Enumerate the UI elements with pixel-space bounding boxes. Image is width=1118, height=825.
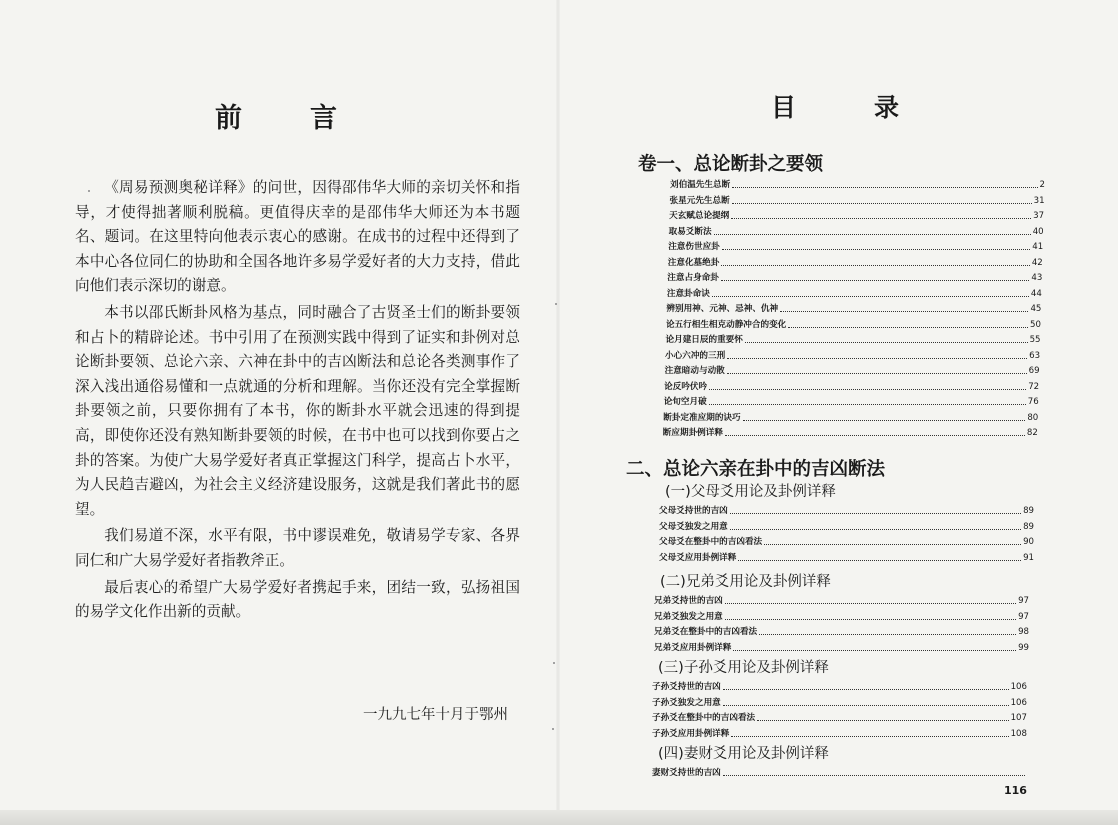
toc-entry-title: 注意卦命诀 xyxy=(666,288,710,299)
toc-entry-page: 89 xyxy=(1023,521,1034,532)
page-bottom-edge xyxy=(0,810,1118,825)
toc-entry-page: 50 xyxy=(1030,319,1041,330)
preface-paragraph: 《周易预测奥秘详释》的问世，因得邵伟华大师的亲切关怀和指导，才使得拙著顺利脱稿。更值得庆幸的是邵伟华大师还为本书题名、题词。在这里特向他表示衷心的感谢。在成书的过程中还得到了本中心各位同仁的协助和全国各地许多易学爱好者的大力支持，借此向他们表示深切的谢意。 xyxy=(75,179,520,295)
toc-subsection-heading: (四)妻财爻用论及卦例详释 xyxy=(658,746,829,762)
toc-entry xyxy=(670,177,1045,190)
toc-entry xyxy=(669,208,1044,221)
toc-entry-page: 91 xyxy=(1023,552,1034,563)
toc-leader-dots xyxy=(788,326,1028,328)
toc-leader-dots xyxy=(709,388,1026,390)
toc-entry-page: 97 xyxy=(1018,596,1029,606)
toc-entry xyxy=(652,679,1027,692)
scan-speck xyxy=(555,303,557,305)
toc-leader-dots xyxy=(759,633,1016,635)
toc-entry-page: 89 xyxy=(1023,506,1034,516)
toc-leader-dots xyxy=(721,279,1029,281)
toc-section-heading: 卷一、总论断卦之要领 xyxy=(638,154,824,175)
toc-entry-title: 论旬空月破 xyxy=(663,397,707,407)
toc-entry-title: 父母爻持世的吉凶 xyxy=(659,506,728,516)
toc-leader-dots xyxy=(730,528,1021,530)
toc-entry xyxy=(670,193,1045,206)
toc-entry xyxy=(665,363,1040,376)
toc-leader-dots xyxy=(712,295,1029,297)
page-number: 116 xyxy=(1004,784,1027,797)
toc-entry-page: 106 xyxy=(1010,697,1027,708)
toc-leader-dots xyxy=(721,264,1029,266)
toc-leader-dots xyxy=(723,774,1025,776)
toc-leader-dots xyxy=(725,602,1016,604)
toc-entry xyxy=(659,503,1034,516)
toc-entry-page: 90 xyxy=(1023,537,1034,547)
toc-entry xyxy=(652,710,1027,723)
toc-entry-page: 106 xyxy=(1010,682,1027,692)
toc-entry xyxy=(666,332,1041,345)
toc-entry xyxy=(654,640,1029,653)
toc-entry xyxy=(654,624,1029,637)
toc-entry xyxy=(652,765,1027,778)
toc-entry-page: 41 xyxy=(1032,242,1044,252)
toc-leader-dots xyxy=(725,434,1025,436)
toc-entry-page: 98 xyxy=(1018,627,1029,637)
toc-entry-page: 2 xyxy=(1039,180,1045,190)
scan-speck xyxy=(552,728,554,730)
toc-entry-page: 63 xyxy=(1029,350,1041,361)
toc-entry xyxy=(652,695,1027,708)
toc-leader-dots xyxy=(730,512,1021,514)
toc-page xyxy=(560,0,1118,800)
toc-leader-dots xyxy=(732,186,1037,188)
preface-title: 前言 xyxy=(215,103,405,134)
toc-leader-dots xyxy=(780,310,1028,312)
preface-paragraph: 我们易道不深，水平有限，书中谬误难免，敬请易学专家、各界同仁和广大易学爱好者指教斧正。 xyxy=(75,527,520,569)
toc-entry xyxy=(659,534,1034,547)
toc-entry-page: 72 xyxy=(1028,381,1040,392)
toc-subsection-heading: (一)父母爻用论及卦例详释 xyxy=(665,484,836,500)
toc-entry-title: 父母爻应用卦例详释 xyxy=(659,552,737,563)
toc-leader-dots xyxy=(745,341,1028,343)
toc-entry xyxy=(663,425,1038,438)
preface-paragraph: 本书以邵氏断卦风格为基点，同时融合了古贤圣士们的断卦要领和占卜的精辟论述。书中引用了在预测实践中得到了证实和卦例对总论断卦要领、总论六亲、六神在卦中的吉凶断法和总论各类测事作了深入浅出通俗易懂和一点就通的分析和理解。当你还没有完全掌握断卦要领之前，只要你拥有了本书，你的断卦水平就会迅速的得到提高，即使你还没有熟知断卦要领的时候，在书中也可以找到你要占之卦的答案。为使广大易学爱好者真正掌握这门科学，提高占卜水平，为人民趋吉避凶，为社会主义经济建设服务，这就是我们著此书的愿望。 xyxy=(75,303,520,518)
toc-leader-dots xyxy=(733,649,1016,651)
toc-entry-title: 注意暗动与动散 xyxy=(664,366,725,376)
toc-leader-dots xyxy=(731,735,1008,737)
toc-entry-page: 45 xyxy=(1030,304,1042,314)
toc-entry-title: 取易爻断法 xyxy=(668,226,712,237)
toc-subsection-heading: (二)兄弟爻用论及卦例详释 xyxy=(660,574,831,590)
toc-entry xyxy=(664,379,1039,392)
toc-leader-dots xyxy=(764,543,1021,545)
toc-leader-dots xyxy=(731,217,1031,219)
toc-leader-dots xyxy=(722,248,1030,250)
toc-entry-page: 55 xyxy=(1029,335,1041,345)
toc-leader-dots xyxy=(723,704,1009,706)
toc-entry xyxy=(668,255,1043,268)
preface-paragraph: 最后衷心的希望广大易学爱好者携起手来，团结一致，弘扬祖国的易学文化作出新的贡献。 xyxy=(75,578,520,621)
toc-entry-title: 注意化墓绝卦 xyxy=(667,257,720,268)
toc-entry xyxy=(667,270,1042,283)
toc-leader-dots xyxy=(714,233,1031,235)
toc-entry-title: 断卦定准应期的诀巧 xyxy=(663,412,741,423)
toc-entry-title: 父母爻在整卦中的吉凶看法 xyxy=(659,537,763,547)
toc-leader-dots xyxy=(725,618,1016,620)
toc-leader-dots xyxy=(727,357,1027,359)
toc-leader-dots xyxy=(709,403,1026,405)
toc-entry-title: 子孙爻独发之用意 xyxy=(652,697,721,708)
toc-entry-title: 兄弟爻独发之用意 xyxy=(654,611,723,622)
toc-entry-page: 44 xyxy=(1030,288,1042,299)
toc-entry-page: 99 xyxy=(1018,642,1029,653)
toc-entry xyxy=(667,286,1042,299)
scan-speck xyxy=(553,662,555,664)
toc-leader-dots xyxy=(727,372,1027,374)
toc-entry-title: 论反吟伏吟 xyxy=(664,381,708,392)
toc-subsection-heading: (三)子孙爻用论及卦例详释 xyxy=(658,660,829,676)
preface-page xyxy=(0,0,560,800)
toc-entry-page: 40 xyxy=(1032,226,1044,237)
toc-entry-page: 108 xyxy=(1010,728,1027,739)
toc-entry-title: 子孙爻在整卦中的吉凶看法 xyxy=(652,713,756,723)
toc-entry-title: 子孙爻持世的吉凶 xyxy=(652,682,721,692)
preface-signature: 一九九七年十月于鄂州 xyxy=(363,707,508,723)
toc-entry xyxy=(668,239,1043,252)
toc-entry xyxy=(666,317,1041,330)
toc-entry-title: 张星元先生总断 xyxy=(669,195,730,206)
toc-entry-title: 小心六冲的三刑 xyxy=(665,350,726,361)
toc-entry-page: 97 xyxy=(1018,611,1029,622)
toc-entry-page: 43 xyxy=(1031,273,1043,283)
toc-entry-page: 31 xyxy=(1033,195,1045,206)
toc-entry-title: 论月建日辰的重要怀 xyxy=(665,335,743,345)
toc-leader-dots xyxy=(757,719,1008,721)
toc-entry-title: 论五行相生相克动静冲合的变化 xyxy=(665,319,787,330)
toc-entry xyxy=(659,550,1034,563)
toc-entry-title: 天玄赋总论提纲 xyxy=(669,211,730,221)
toc-entry-title: 兄弟爻持世的吉凶 xyxy=(654,596,723,606)
toc-entry-page: 107 xyxy=(1010,713,1027,723)
toc-entry xyxy=(659,519,1034,532)
toc-entry-title: 兄弟爻在整卦中的吉凶看法 xyxy=(654,627,758,637)
toc-title: 目录 xyxy=(770,93,977,122)
toc-entry-page: 76 xyxy=(1027,397,1039,407)
toc-entry xyxy=(652,726,1027,739)
toc-entry xyxy=(664,394,1039,407)
toc-entry xyxy=(654,609,1029,622)
scan-speck xyxy=(88,190,90,192)
toc-entry-page: 37 xyxy=(1033,211,1045,221)
toc-entry xyxy=(669,224,1044,237)
preface-body xyxy=(75,176,520,627)
toc-entry-title: 妻财爻持世的吉凶 xyxy=(652,768,721,778)
toc-entry xyxy=(654,593,1029,606)
toc-entry-title: 子孙爻应用卦例详释 xyxy=(652,728,730,739)
toc-section-heading: 二、总论六亲在卦中的吉凶断法 xyxy=(626,459,886,480)
toc-entry xyxy=(663,410,1038,423)
toc-leader-dots xyxy=(732,202,1032,204)
toc-entry-page: 80 xyxy=(1027,412,1039,423)
toc-entry-page: 42 xyxy=(1031,257,1043,268)
toc-entry-title: 注意伤世应卦 xyxy=(668,242,720,252)
toc-entry-title: 刘伯温先生总断 xyxy=(670,180,731,190)
toc-leader-dots xyxy=(743,419,1026,421)
toc-entry-page: 82 xyxy=(1026,428,1038,438)
toc-entry-title: 父母爻独发之用意 xyxy=(659,521,728,532)
toc-entry xyxy=(665,348,1040,361)
toc-entry-title: 辨别用神、元神、忌神、仇神 xyxy=(666,304,779,314)
toc-entry-title: 注意占身命卦 xyxy=(667,273,719,283)
toc-entry-title: 断应期卦例详释 xyxy=(662,428,723,438)
toc-leader-dots xyxy=(723,688,1009,690)
toc-entry-title: 兄弟爻应用卦例详释 xyxy=(654,642,732,653)
toc-entry-page: 69 xyxy=(1028,366,1040,376)
toc-leader-dots xyxy=(738,559,1021,561)
toc-entry xyxy=(666,301,1041,314)
